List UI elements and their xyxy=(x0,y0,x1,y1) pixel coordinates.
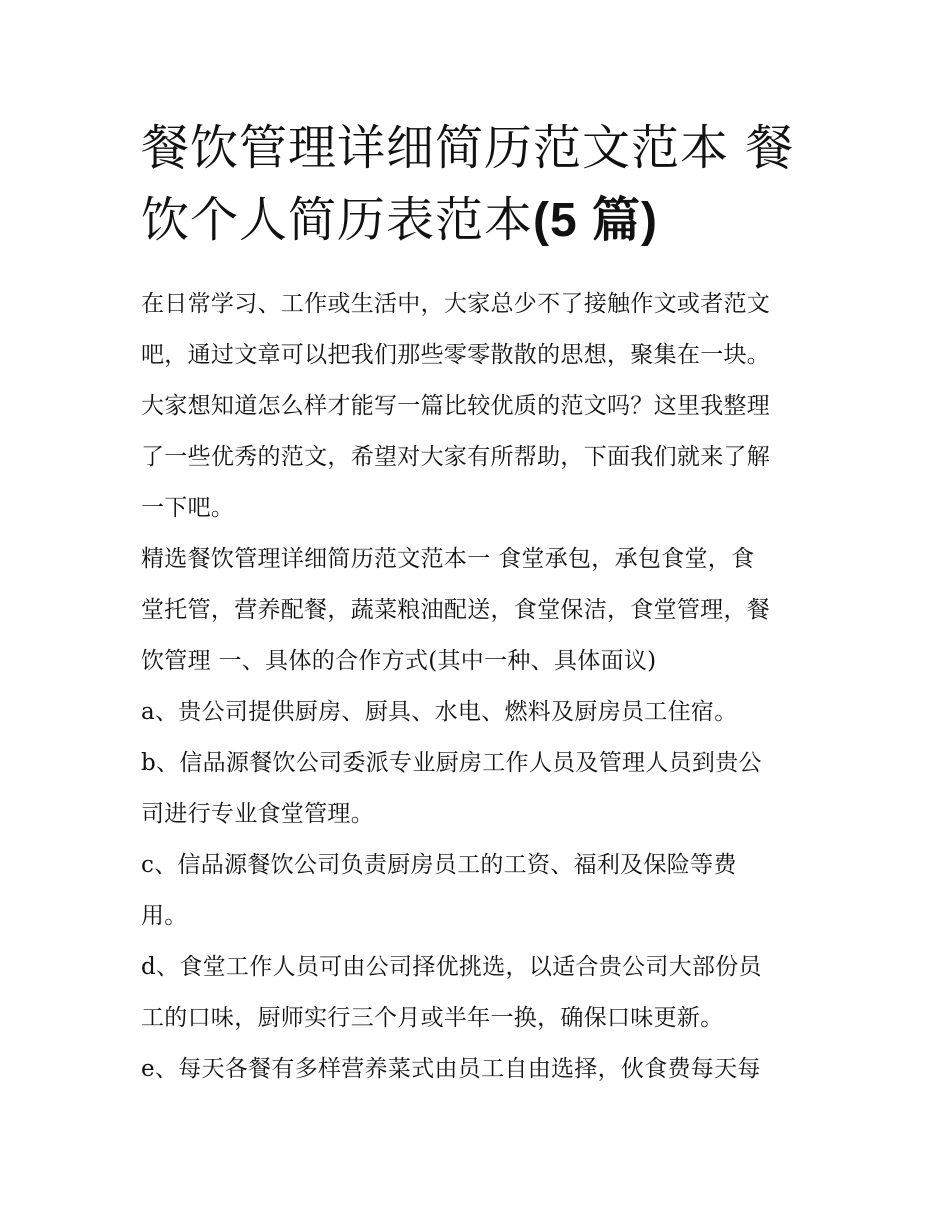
list-item-e xyxy=(141,1044,813,1095)
list-item-a xyxy=(141,687,813,738)
text-line: 饮管理 一、具体的合作方式(其中一种、具体面议) xyxy=(141,648,657,674)
text-line: 堂托管，营养配餐，蔬菜粮油配送，食堂保洁，食堂管理，餐 xyxy=(141,597,771,623)
paragraph-section-1 xyxy=(141,534,813,687)
text-line: 用。 xyxy=(141,903,188,929)
text-line: c、信品源餐饮公司负责厨房员工的工资、福利及保险等费 xyxy=(141,852,737,878)
paragraph-intro xyxy=(141,279,813,534)
title-line-2 xyxy=(141,184,813,257)
text-line: b、信品源餐饮公司委派专业厨房工作人员及管理人员到贵公 xyxy=(141,750,762,776)
document-title xyxy=(141,112,813,257)
text-line: 工的口味，厨师实行三个月或半年一换，确保口味更新。 xyxy=(141,1005,724,1031)
text-line: 大家想知道怎么样才能写一篇比较优质的范文吗？这里我整理 xyxy=(141,393,771,419)
list-item-d xyxy=(141,942,813,1044)
text-line: 吧，通过文章可以把我们那些零零散散的思想，聚集在一块。 xyxy=(141,342,771,368)
text-line: d、食堂工作人员可由公司择优挑选，以适合贵公司大部份员 xyxy=(141,954,762,980)
title-count: (5 篇) xyxy=(533,194,659,247)
text-line: 精选餐饮管理详细简历范文范本一 食堂承包，承包食堂，食 xyxy=(141,546,755,572)
title-line-2-text: 饮个人简历表范本 xyxy=(141,192,534,248)
text-line: 了一些优秀的范文，希望对大家有所帮助，下面我们就来了解 xyxy=(141,444,771,470)
text-line: a、贵公司提供厨房、厨具、水电、燃料及厨房员工住宿。 xyxy=(141,699,738,725)
title-line-1: 餐饮管理详细简历范文范本 餐 xyxy=(141,120,795,176)
list-item-c xyxy=(141,840,813,942)
text-line: e、每天各餐有多样营养菜式由员工自由选择，伙食费每天每 xyxy=(141,1056,761,1082)
text-line: 在日常学习、工作或生活中，大家总少不了接触作文或者范文 xyxy=(141,291,771,317)
list-item-b xyxy=(141,738,813,840)
document-body xyxy=(141,279,813,1095)
text-line: 一下吧。 xyxy=(141,495,235,521)
document-page xyxy=(141,112,813,1095)
text-line: 司进行专业食堂管理。 xyxy=(141,801,374,827)
